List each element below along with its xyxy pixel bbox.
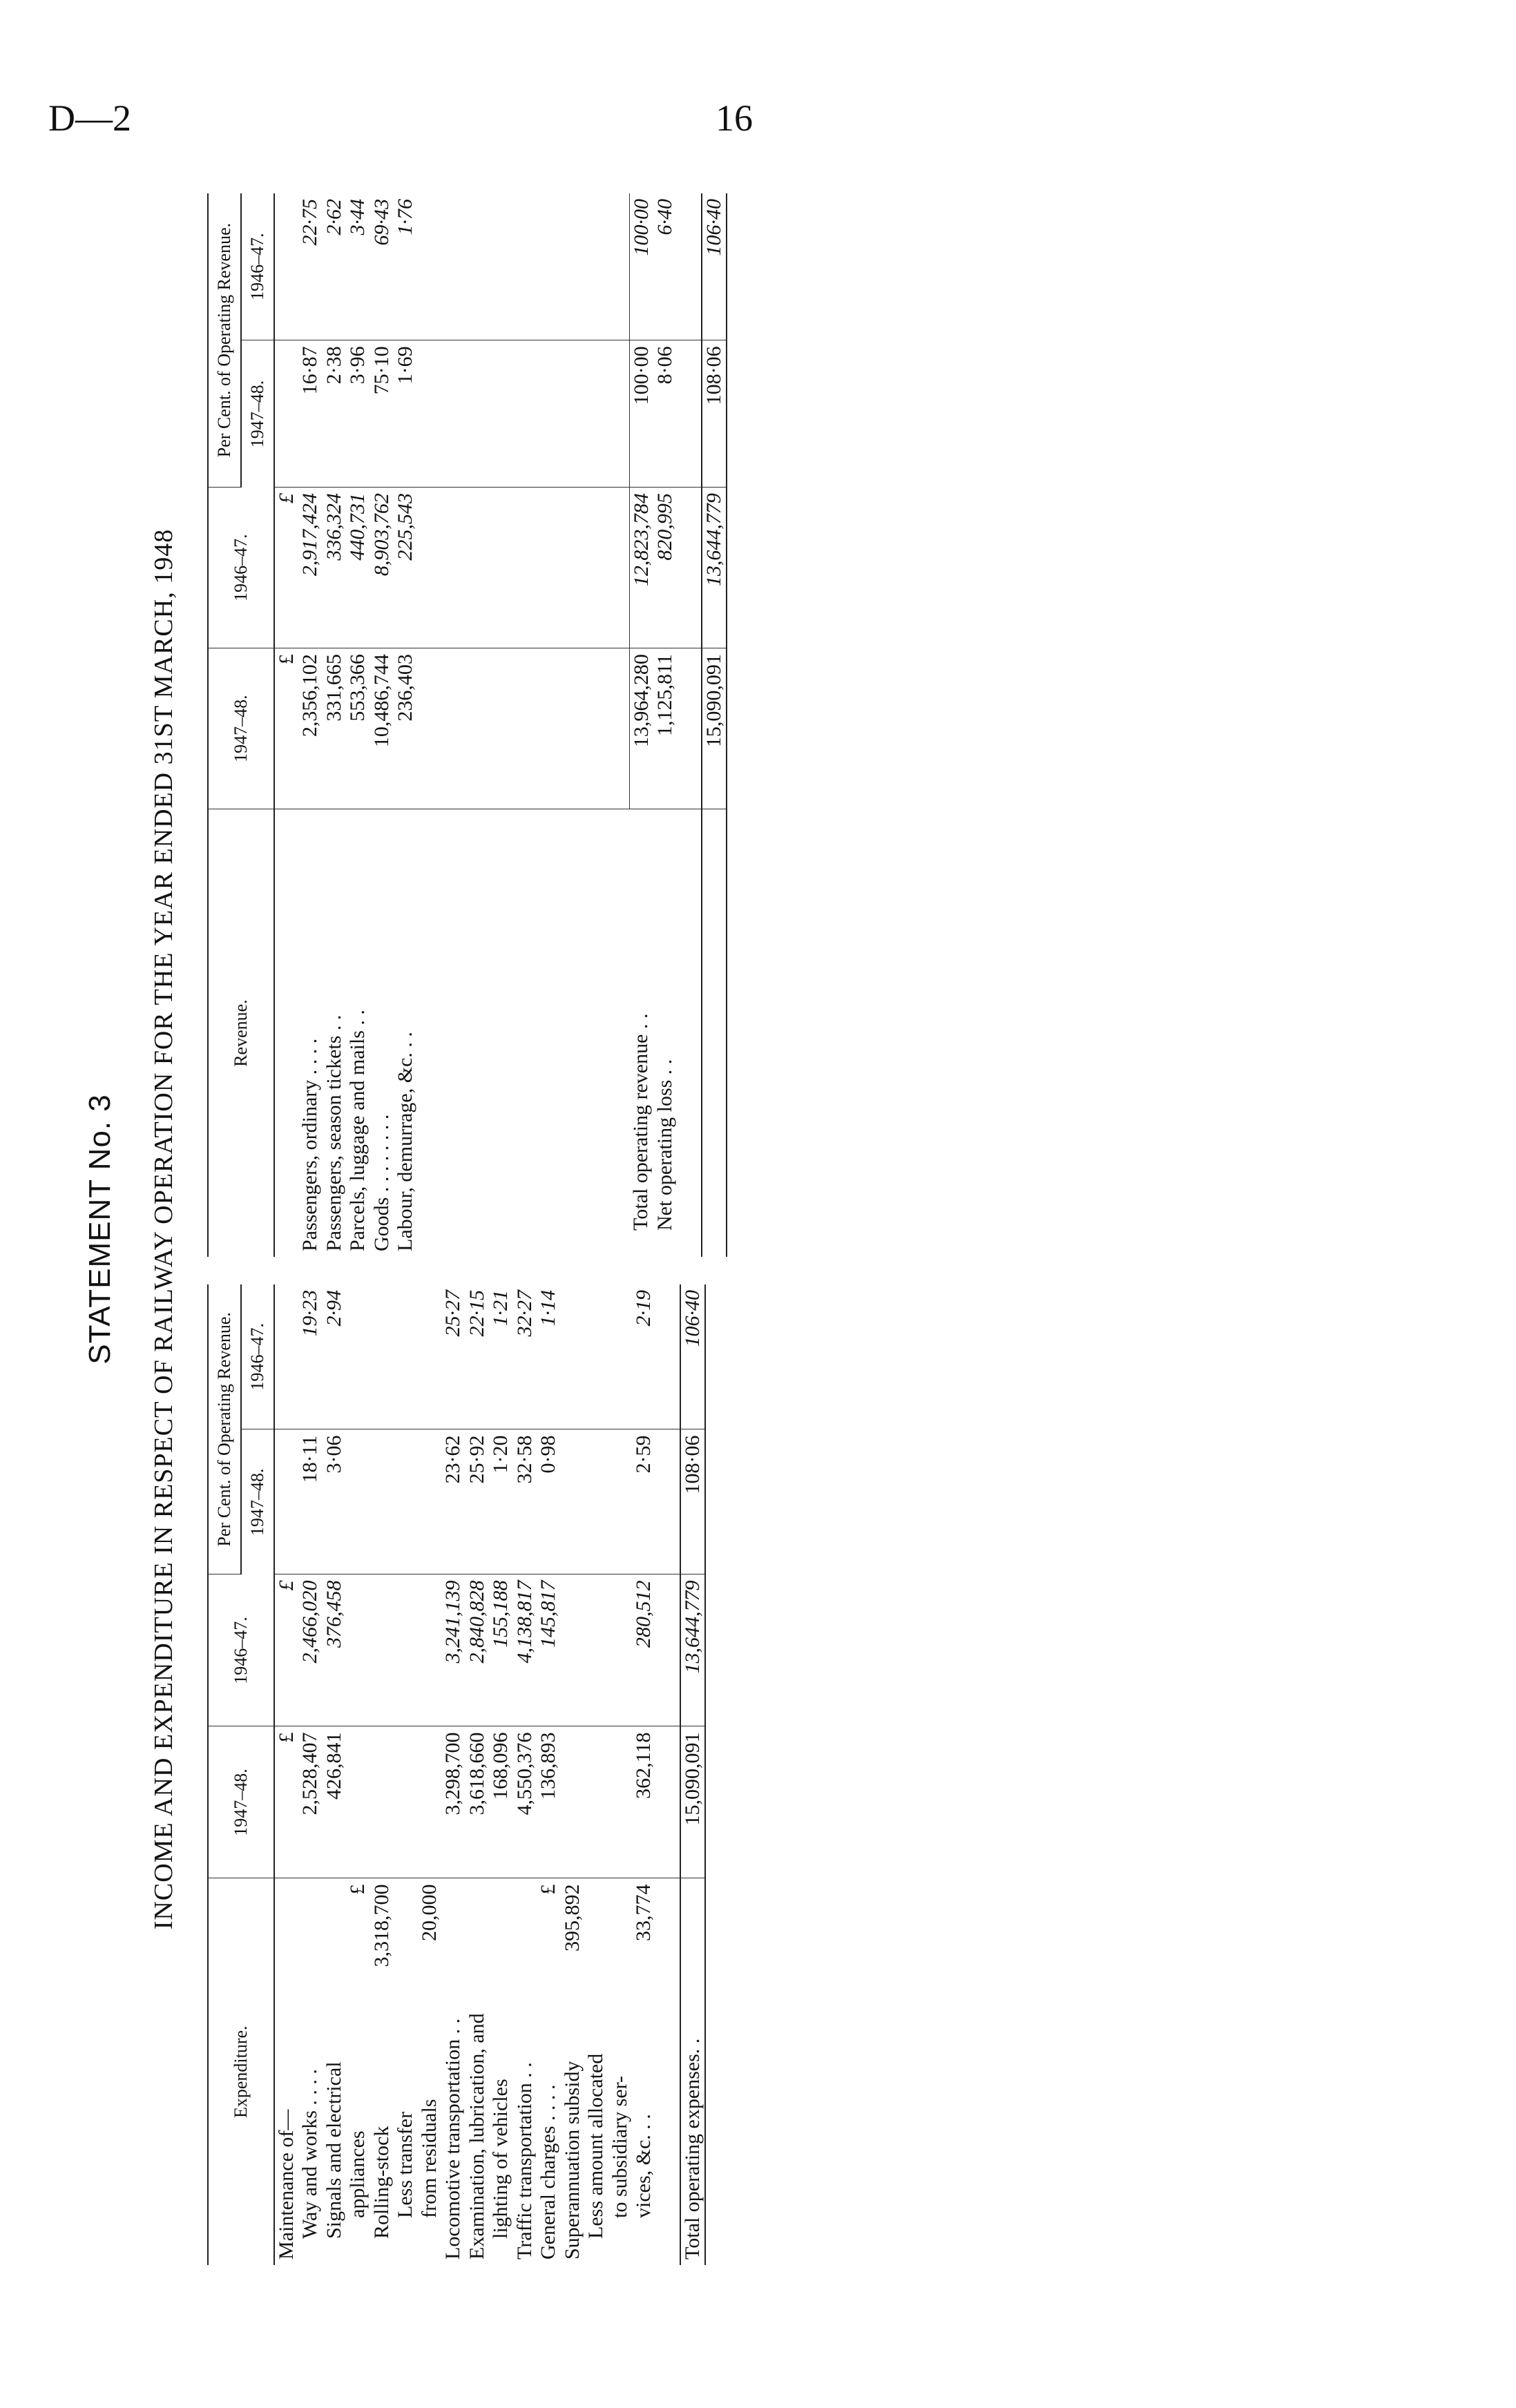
cell-value: 1·20: [489, 1429, 513, 1574]
cell-value: 15,090,091: [702, 648, 727, 809]
cell-value: 225,543: [394, 488, 418, 648]
cell-value: 4,138,817: [513, 1574, 537, 1726]
row-label-cont: to subsidiary ser-: [608, 2075, 631, 2218]
total-row: [680, 1284, 706, 2265]
cell-value: 4,550,376: [513, 1726, 537, 1878]
cell-value: 32·58: [513, 1429, 537, 1574]
table-row: [489, 1284, 513, 2265]
cell-value: 2,466,020: [298, 1574, 323, 1726]
cell-value: 362,118: [632, 1726, 656, 1878]
cell-value: 19·23: [298, 1284, 323, 1429]
inner-amount: 3,318,700: [370, 1884, 393, 1967]
cell-value: 25·92: [466, 1429, 490, 1574]
cell-value: 8·06: [653, 340, 678, 488]
cell-value: 820,995: [653, 488, 678, 648]
table-row: [653, 193, 678, 1257]
cell-value: 18·11: [298, 1429, 323, 1574]
table-row: [537, 1284, 561, 2265]
exp-header-pct: Per Cent. of Operating Revenue.: [208, 1284, 241, 1574]
table-row: [466, 1284, 490, 2265]
table-row: [513, 1284, 537, 2265]
exp-header-pct-y2: 1946–47.: [241, 1284, 274, 1429]
total-label: Total operating expenses. .: [680, 1878, 706, 2265]
rev-header-pct-y2: 1946–47.: [241, 193, 274, 340]
cell-value: 3,298,700: [441, 1726, 466, 1878]
cell-value: 15,090,091: [680, 1726, 706, 1878]
rev-currency-y2: £: [274, 488, 299, 648]
cell-value: 236,403: [394, 648, 418, 809]
rev-header-pct-y1: 1947–48.: [241, 340, 274, 488]
revenue-header: Revenue.: [208, 809, 274, 1257]
table-row: [441, 1284, 466, 2265]
cell-value: 32·27: [513, 1284, 537, 1429]
cell-value: 145,817: [537, 1574, 561, 1726]
page-number: 16: [716, 97, 753, 139]
cell-value: 1·14: [537, 1284, 561, 1429]
maintenance-label: Maintenance of—: [274, 2109, 298, 2260]
table-row: [323, 1284, 347, 2265]
page-reference: D—2: [48, 97, 131, 139]
row-label-cont: from residuals: [417, 2099, 441, 2218]
cell-value: 2,840,828: [466, 1574, 490, 1726]
cell-value: 16·87: [298, 340, 323, 488]
table-row: [632, 1284, 656, 2265]
cell-value: 0·98: [537, 1429, 561, 1574]
cell-value: 100·00: [629, 193, 653, 340]
cell-value: 1·69: [394, 340, 418, 488]
cell-value: 75·10: [370, 340, 394, 488]
cell-value: 10,486,744: [370, 648, 394, 809]
total-row: [702, 193, 727, 1257]
row-label: Goods . . . . . . . .: [370, 1114, 393, 1251]
inner-amount: 20,000: [417, 1884, 441, 1941]
cell-value: 22·15: [466, 1284, 490, 1429]
table-row: [394, 193, 418, 1257]
cell-value: 23·62: [441, 1429, 466, 1574]
table-row: [418, 1284, 442, 2265]
cell-value: 280,512: [632, 1574, 656, 1726]
rev-header-y2: 1946–47.: [208, 488, 274, 648]
table-row: [346, 193, 370, 1257]
cell-value: 2,356,102: [298, 648, 323, 809]
statement-heading: STATEMENT No. 3: [83, 1094, 117, 1365]
table-row: [561, 1284, 585, 2265]
cell-value: 3·06: [323, 1429, 347, 1574]
inner-currency: £: [346, 1884, 370, 1895]
row-label: Total operating revenue . .: [629, 1013, 653, 1231]
table-row: [298, 1284, 323, 2265]
rev-header-pct: Per Cent. of Operating Revenue.: [208, 193, 241, 488]
cell-value: 6·40: [653, 193, 678, 340]
table-row: [629, 193, 653, 1257]
cell-value: 3·44: [346, 193, 370, 340]
row-label: Rolling-stock: [370, 2126, 393, 2239]
cell-value: 168,096: [489, 1726, 513, 1878]
cell-value: 2·94: [323, 1284, 347, 1429]
cell-value: 100·00: [629, 340, 653, 488]
cell-value: 2·62: [323, 193, 347, 340]
cell-value: 108·06: [680, 1429, 706, 1574]
inner-currency: £: [537, 1884, 560, 1895]
row-label-cont: vices, &c. . .: [632, 2114, 655, 2218]
row-label: Locomotive transportation . .: [441, 2018, 465, 2260]
row-label: Labour, demurrage, &c. . .: [394, 1032, 417, 1251]
cell-value: 376,458: [323, 1574, 347, 1726]
cell-value: 12,823,784: [629, 488, 653, 648]
cell-value: 69·43: [370, 193, 394, 340]
row-label-cont: appliances: [346, 2130, 370, 2218]
statement-tables: [207, 193, 1229, 2265]
row-label: Passengers, ordinary . . . .: [298, 1038, 322, 1251]
row-label: Way and works . . . .: [298, 2069, 322, 2239]
cell-value: 2·19: [632, 1284, 656, 1429]
table-row: [346, 1284, 370, 2265]
cell-value: 25·27: [441, 1284, 466, 1429]
statement-title: INCOME AND EXPENDITURE IN RESPECT OF RAILWAY OPERATION FOR THE YEAR ENDED 31ST MARCH, 1948: [149, 528, 178, 1930]
exp-header-y2: 1946–47.: [208, 1574, 274, 1726]
row-label-cont: lighting of vehicles: [489, 2079, 512, 2239]
cell-value: 13,644,779: [702, 488, 727, 648]
cell-value: 13,644,779: [680, 1574, 706, 1726]
row-label: Parcels, luggage and mails . .: [346, 1010, 370, 1251]
row-label: Less amount allocated: [584, 2053, 608, 2239]
cell-value: 2·38: [323, 340, 347, 488]
exp-header-y1: 1947–48.: [208, 1726, 274, 1878]
row-label: Less transfer: [394, 2111, 417, 2218]
row-label: Signals and electrical: [322, 2061, 345, 2239]
cell-value: 553,366: [346, 648, 370, 809]
currency-y1: £: [274, 1726, 299, 1878]
row-label: Passengers, season tickets . .: [322, 1014, 345, 1251]
cell-value: 3·96: [346, 340, 370, 488]
rotated-statement: [83, 193, 1243, 2265]
cell-value: 440,731: [346, 488, 370, 648]
expenditure-header: Expenditure.: [208, 1878, 274, 2265]
table-row: [370, 193, 394, 1257]
revenue-table: [207, 193, 727, 1257]
cell-value: 426,841: [323, 1726, 347, 1878]
table-row: [298, 193, 323, 1257]
table-row: [394, 1284, 418, 2265]
inner-amount: 395,892: [560, 1884, 584, 1952]
cell-value: 2,917,424: [298, 488, 323, 648]
cell-value: 13,964,280: [629, 648, 653, 809]
exp-header-pct-y1: 1947–48.: [241, 1429, 274, 1574]
cell-value: 155,188: [489, 1574, 513, 1726]
rev-currency-y1: £: [274, 648, 299, 809]
cell-value: 8,903,762: [370, 488, 394, 648]
cell-value: 22·75: [298, 193, 323, 340]
cell-value: 106·40: [702, 193, 727, 340]
cell-value: 136,893: [537, 1726, 561, 1878]
table-row: [608, 1284, 633, 2265]
inner-amount: 33,774: [632, 1884, 655, 1941]
table-row: [323, 193, 347, 1257]
cell-value: 2·59: [632, 1429, 656, 1574]
expenditure-table: [207, 1284, 706, 2265]
cell-value: 1,125,811: [653, 648, 678, 809]
rev-header-y1: 1947–48.: [208, 648, 274, 809]
table-row: [370, 1284, 394, 2265]
cell-value: 336,324: [323, 488, 347, 648]
row-label: Examination, lubrication, and: [465, 2013, 488, 2260]
table-row: [584, 1284, 608, 2265]
row-label: Superannuation subsidy: [560, 2061, 584, 2260]
row-label: Traffic transportation . .: [512, 2062, 536, 2260]
cell-value: 1·21: [489, 1284, 513, 1429]
cell-value: 2,528,407: [298, 1726, 323, 1878]
row-label: Net operating loss . .: [653, 1059, 677, 1231]
cell-value: 1·76: [394, 193, 418, 340]
cell-value: 331,665: [323, 648, 347, 809]
cell-value: 108·06: [702, 340, 727, 488]
row-label: General charges . . . .: [537, 2084, 560, 2260]
cell-value: 106·40: [680, 1284, 706, 1429]
cell-value: 3,241,139: [441, 1574, 466, 1726]
cell-value: 3,618,660: [466, 1726, 490, 1878]
currency-y2: £: [274, 1574, 299, 1726]
